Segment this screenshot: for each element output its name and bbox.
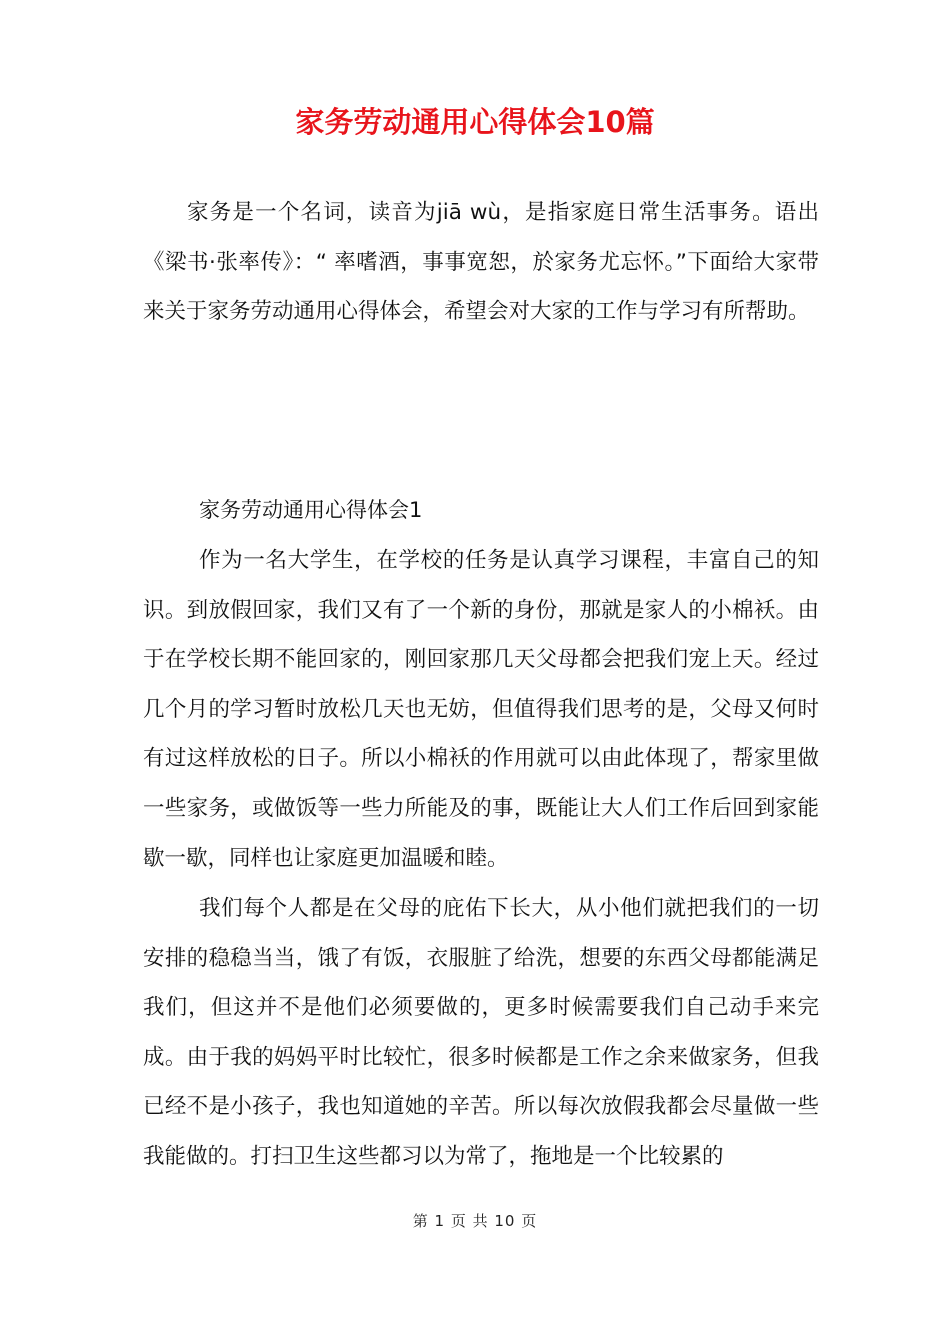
section-heading: 家务劳动通用心得体会1 [199, 498, 423, 522]
document-title: 家务劳动通用心得体会10篇 [295, 105, 655, 139]
page-footer: 第 1 页 共 10 页 [412, 1212, 538, 1230]
body-paragraph: 作为一名大学生，在学校的任务是认真学习课程，丰富自己的知识。到放假回家，我们又有了一个新的身份，那就是家人的小棉袄。由于在学校长期不能回家的，刚回家那几天父母都会把我们宠上天。经过几个月的学习暂时放松几天也无妨，但值得我们思考的是，父母又何时有过这样放松的日子。所以小棉袄的作用就可以由此体现了，帮家里做一些家务，或做饭等一些力所能及的事，既能让大人们工作后回到家能歇一歇，同样也让家庭更加温暖和睦。 [143, 548, 819, 871]
body-paragraph: 我们每个人都是在父母的庇佑下长大，从小他们就把我们的一切安排的稳稳当当，饿了有饭，衣服脏了给洗，想要的东西父母都能满足我们，但这并不是他们必须要做的，更多时候需要我们自己动手来完成。由于我的妈妈平时比较忙，很多时候都是工作之余来做家务，但我已经不是小孩子，我也知道她的辛苦。所以每次放假我都会尽量做一些我能做的。打扫卫生这些都习以为常了，拖地是一个比较累的 [143, 896, 819, 1169]
intro-paragraph: 家务是一个名词，读音为jiā wù，是指家庭日常生活事务。语出《梁书·张率传》：“ 率嗜酒，事事宽恕，於家务尤忘怀。”下面给大家带来关于家务劳动通用心得体会，希望会对大家的工作与学习有所帮助。 [143, 200, 819, 325]
